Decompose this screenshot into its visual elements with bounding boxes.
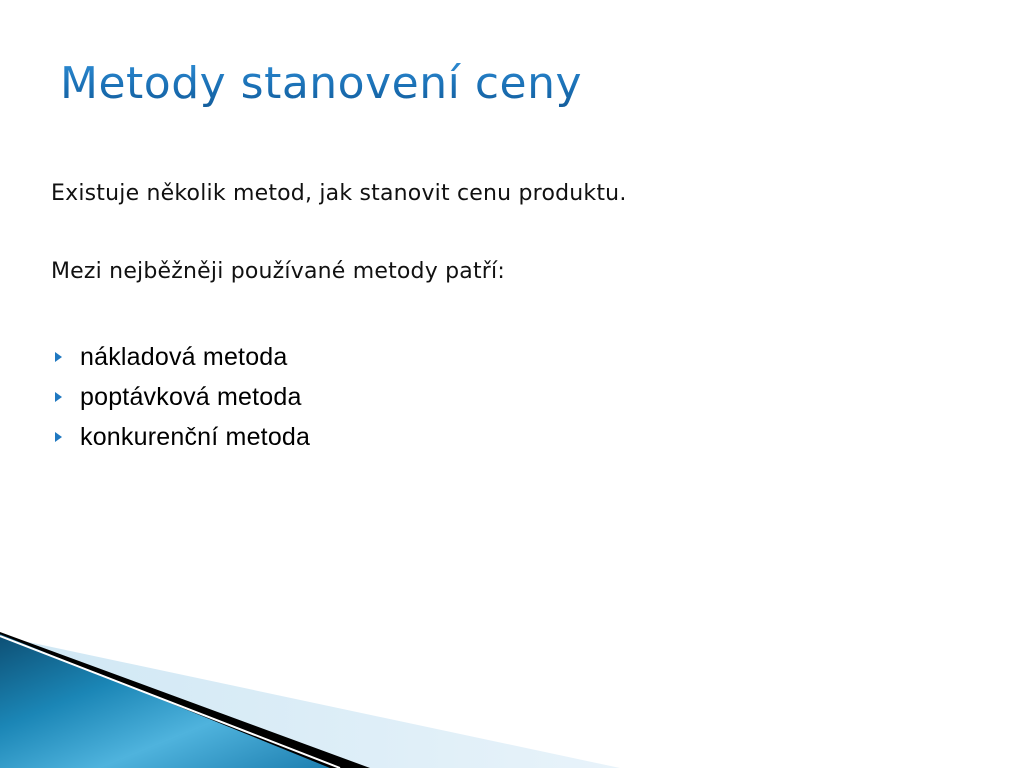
triangle-right-icon (55, 432, 62, 442)
triangle-right-icon (55, 392, 62, 402)
list-item (51, 417, 310, 457)
list-item (51, 337, 310, 377)
method-list (51, 337, 310, 457)
list-item (51, 377, 310, 417)
list-item-label: poptávková metoda (80, 382, 302, 411)
corner-decoration (0, 628, 1024, 768)
triangle-right-icon (55, 352, 62, 362)
list-item-label: konkurenční metoda (80, 422, 311, 451)
slide-title: Metody stanovení ceny (60, 58, 582, 109)
paragraph-intro: Existuje několik metod, jak stanovit cenu produktu. (51, 181, 627, 206)
list-item-label: nákladová metoda (80, 342, 288, 371)
paragraph-lead: Mezi nejběžněji používané metody patří: (51, 259, 505, 284)
